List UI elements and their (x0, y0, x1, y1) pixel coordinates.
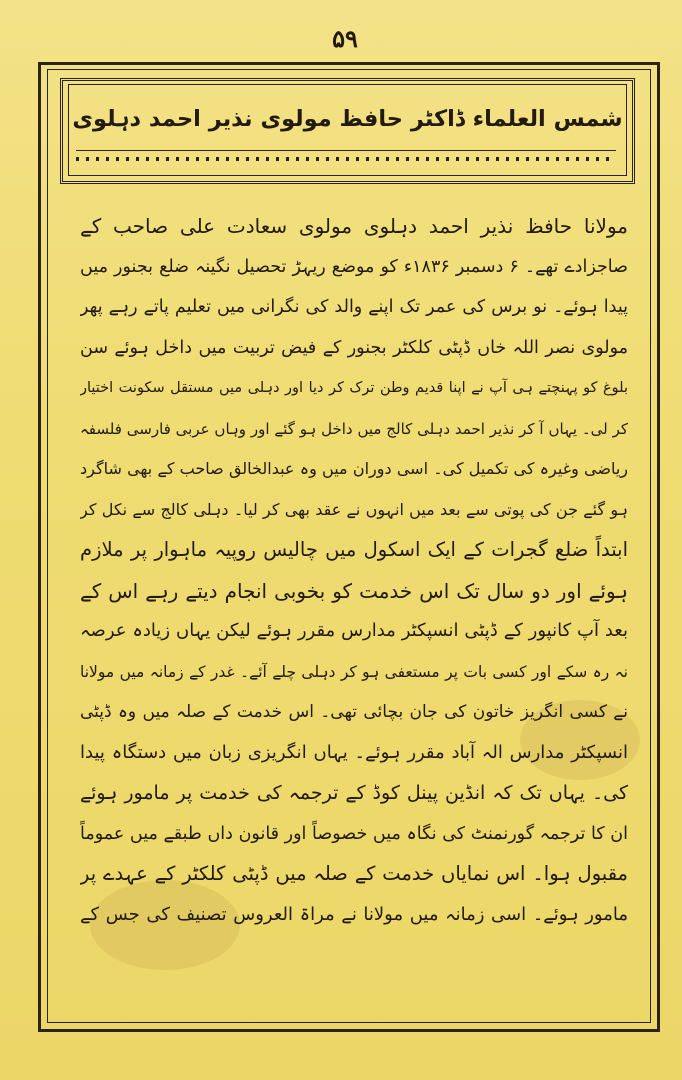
text-line: صاجزادے تھے۔ ۶ دسمبر ۱۸۳۶ء کو موضع ریہڑ تحصیل نگینہ ضلع بجنور میں (80, 256, 628, 277)
text-line: ریاضی وغیرہ کی تکمیل کی۔ اسی دوران میں وہ عبدالخالق صاحب کے بھی شاگرد (80, 459, 628, 478)
text-line: کی۔ یہاں تک کہ انڈین پینل کوڈ کے ترجمہ کی خدمت پر مامور ہوئے (80, 782, 628, 804)
text-line: بعد آپ کانپور کے ڈپٹی انسپکٹر مدارس مقرر ہوئے لیکن یہاں زیادہ عرصہ (80, 620, 628, 641)
page-title: شمس العلماء ڈاکٹر حافظ مولوی نذیر احمد دہلوی (72, 106, 623, 132)
text-line: مقبول ہوا۔ اس نمایاں خدمت کے صلہ میں ڈپٹی کلکٹر کے عہدے پر (80, 862, 628, 885)
body-text (80, 206, 628, 935)
text-line: پیدا ہوئے۔ نو برس کی عمر تک اپنے والد کی نگرانی میں تعلیم پاتے رہے پھر (80, 297, 628, 317)
text-line: مولوی نصر اللہ خاں ڈپٹی کلکٹر بجنور کے فیض تربیت میں داخل ہوئے سن (80, 337, 628, 358)
text-line: نہ رہ سکے اور کسی بات پر مستعفی ہو کر دہلی چلے آئے۔ غدر کے زمانہ میں مولانا (80, 662, 628, 681)
text-line: انسپکٹر مدارس الہ آباد مقرر ہوئے۔ یہاں انگریزی زبان میں دستگاہ پیدا (80, 741, 628, 763)
text-line: ان کا ترجمہ گورنمنٹ کی نگاہ میں خصوصاً اور قانون داں طبقے میں عموماً (80, 823, 628, 844)
text-line: مامور ہوئے۔ اسی زمانہ میں مولانا نے مراۃ العروس تصنیف کی جس کے (80, 903, 628, 925)
text-line: مولانا حافظ نذیر احمد دہلوی مولوی سعادت علی صاحب کے (80, 214, 628, 238)
text-line: ابتداً ضلع گجرات کے ایک اسکول میں چالیس روپیہ ماہوار پر ملازم (80, 538, 628, 561)
text-line: بلوغ کو پہنچتے ہی آپ نے اپنا قدیم وطن ترک کر دیا اور دہلی میں مستقل سکونت اختیار (80, 380, 628, 396)
text-line: کر لی۔ یہاں آ کر نذیر احمد دہلی کالج میں داخل ہو گئے اور وہاں عربی فارسی فلسفہ (80, 419, 628, 438)
title-ornament (76, 150, 616, 169)
page-number: ۵۹ (332, 24, 358, 53)
text-line: نے کسی انگریز خاتون کی جان بچائی تھی۔ اس خدمت کے صلہ میں وہ ڈپٹی (80, 702, 628, 722)
text-line: ہوئے اور دو سال تک اس خدمت کو بخوبی انجام دیتے رہے اس کے (80, 578, 628, 603)
text-line: ہو گئے جن کی پوتی سے بعد میں انہوں نے عقد بھی کر لیا۔ دہلی کالج سے نکل کر (80, 499, 628, 519)
